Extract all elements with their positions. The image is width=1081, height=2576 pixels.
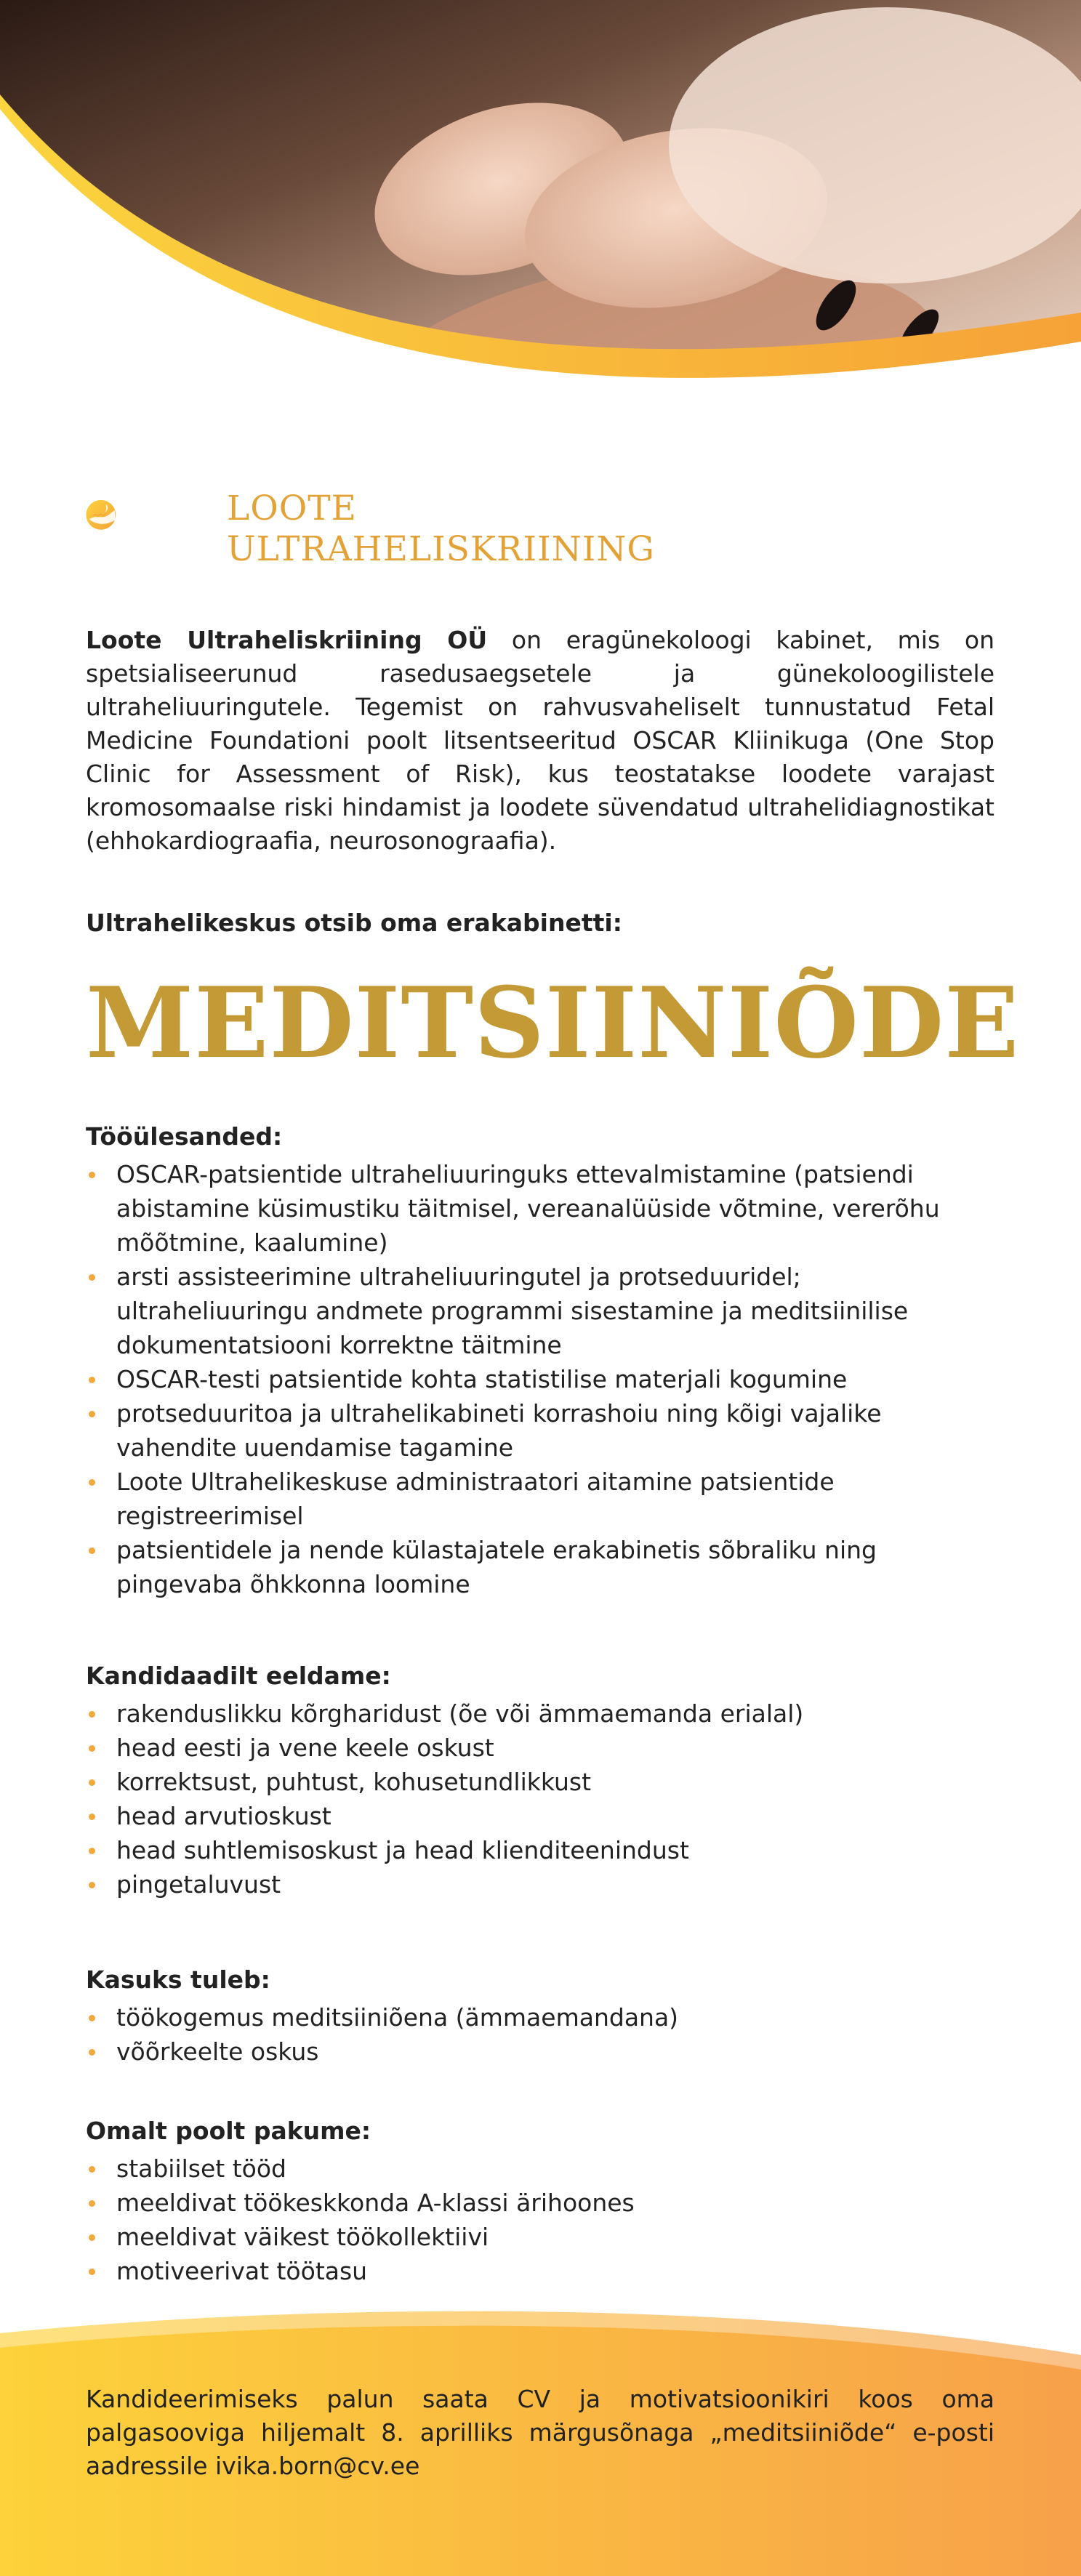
bullet-icon (89, 1711, 95, 1718)
brand-line-2: ULTRAHELISKRIINING (227, 529, 655, 569)
bullet-icon (89, 1882, 95, 1888)
list-item: protseduuritoa ja ultrahelikabineti korrashoiu ning kõigi vajalike vahendite uuendamise tagamine (86, 1396, 994, 1465)
brand-line-1: LOOTE (227, 488, 357, 528)
bullet-icon (89, 2049, 95, 2056)
bullet-icon (89, 1814, 95, 1820)
bullet-icon (89, 1745, 95, 1752)
position-title: MEDITSIINIÕDE (86, 965, 1020, 1080)
bullet-icon (89, 1779, 95, 1786)
application-instructions: Kandideerimiseks palun saata CV ja motivatsioonikiri koos oma palgasooviga hiljemalt 8. aprilliks märgusõnaga „meditsiiniõde“ e-posti aadressile ivika.born@cv.ee (86, 2385, 994, 2480)
bullet-icon (89, 1411, 95, 1417)
list-item: meeldivat töökeskkonda A-klassi ärihoones (86, 2186, 994, 2220)
intro-text: on eragünekoloogi kabinet, mis on spetsialiseerunud rasedusaegsetele ja günekoloogilistele ultraheliuuringutele. Tegemist on rahvusvaheliselt tunnustatud Fetal Medicine Foundationi poolt litsentseeritud OSCAR Kliinikuga (One Stop Clinic for Assessment of Risk), kus teostatakse loodete varajast kromosomaalse riski hindamist ja loodete süvendatud ultrahelidiagnostikat (ehhokardiograafia, neurosonograafia). (86, 626, 994, 855)
section-requirements (86, 1659, 994, 1901)
list-item: töökogemus meditsiiniõena (ämmaemandana) (86, 2000, 994, 2034)
list-item: meeldivat väikest töökollektiivi (86, 2220, 994, 2254)
bullet-icon (89, 2015, 95, 2021)
list-item: Loote Ultrahelikeskuse administraatori aitamine patsientide registreerimisel (86, 1465, 994, 1533)
list-item: arsti assisteerimine ultraheliuuringutel ja protseduuridel; ultraheliuuringu andmete programmi sisestamine ja meditsiinilise dokumentatsiooni korrektne täitmine (86, 1260, 994, 1362)
list-item: head suhtlemisoskust ja head klienditeenindust (86, 1833, 994, 1867)
section-duties (86, 1119, 994, 1601)
bullet-icon (89, 1479, 95, 1486)
bullet-icon (89, 2234, 95, 2241)
list-item: motiveerivat töötasu (86, 2254, 994, 2288)
list-item: OSCAR-patsientide ultraheliuuringuks ettevalmistamine (patsiendi abistamine küsimustiku täitmisel, vereanalüüside võtmine, vererõhu mõõtmine, kaalumine) (86, 1157, 994, 1260)
section-heading: Omalt poolt pakume: (86, 2117, 371, 2145)
list-item: head arvutioskust (86, 1799, 994, 1833)
brand-wordmark (227, 488, 655, 570)
list-item: patsientidele ja nende külastajatele erakabinetis sõbraliku ning pingevaba õhkkonna loomine (86, 1533, 994, 1601)
bullet-icon (89, 2269, 95, 2275)
bullet-icon (89, 1377, 95, 1383)
bullet-icon (89, 1172, 95, 1178)
section-heading: Kasuks tuleb: (86, 1965, 270, 1994)
list-item: head eesti ja vene keele oskust (86, 1731, 994, 1765)
list-item: võõrkeelte oskus (86, 2034, 994, 2069)
list-item: rakenduslikku kõrgharidust (õe või ämmaemanda erialal) (86, 1696, 994, 1731)
logo-emblem (86, 446, 224, 584)
bullet-icon (89, 2166, 95, 2173)
lead-text: Ultrahelikeskus otsib oma erakabinetti: (86, 909, 622, 937)
hero-photo (0, 0, 1081, 429)
section-heading: Tööülesanded: (86, 1122, 283, 1151)
section-offer (86, 2114, 994, 2288)
bullet-icon (89, 2200, 95, 2207)
list-item: stabiilset tööd (86, 2152, 994, 2186)
bullet-icon (89, 1274, 95, 1281)
bullet-icon (89, 1848, 95, 1854)
list-item: OSCAR-testi patsientide kohta statistilise materjali kogumine (86, 1362, 994, 1396)
company-name: Loote Ultraheliskriining OÜ (86, 626, 488, 654)
list-item: pingetaluvust (86, 1867, 994, 1901)
section-heading: Kandidaadilt eeldame: (86, 1662, 391, 1690)
section-advantages (86, 1963, 994, 2069)
bullet-icon (89, 1547, 95, 1554)
intro-paragraph (86, 624, 994, 858)
list-item: korrektsust, puhtust, kohusetundlikkust (86, 1765, 994, 1799)
